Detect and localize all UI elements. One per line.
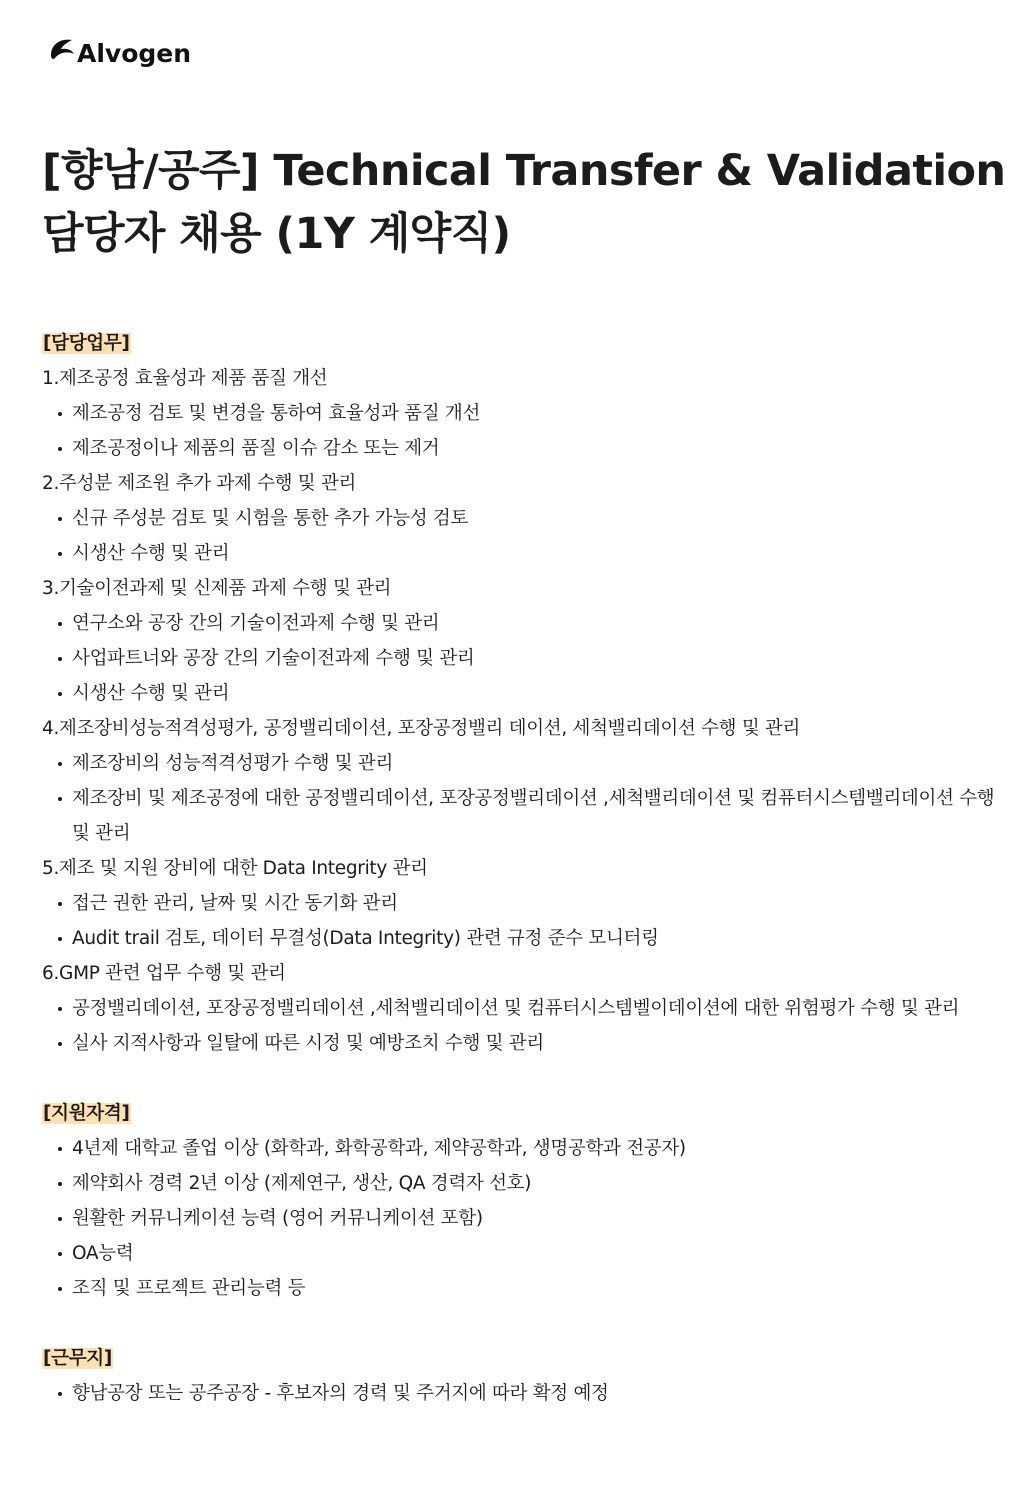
list-item: 접근 권한 관리, 날짜 및 시간 동기화 관리 <box>42 886 992 921</box>
list-item: OA능력 <box>42 1236 992 1271</box>
list-item: 연구소와 공장 간의 기술이전과제 수행 및 관리 <box>42 606 992 641</box>
list-item: 향남공장 또는 공주공장 - 후보자의 경력 및 주거지에 따라 확정 예정 <box>42 1376 992 1411</box>
qualifications-list <box>42 1131 992 1306</box>
list-item: 제조공정 검토 및 변경을 통하여 효율성과 품질 개선 <box>42 396 992 431</box>
job-description <box>42 326 995 1411</box>
section-heading-qualifications: [지원자격] <box>43 1103 130 1124</box>
alvogen-logo[interactable] <box>48 26 191 66</box>
numbered-item: 2.주성분 제조원 추가 과제 수행 및 관리 <box>42 473 357 494</box>
page-title: [향남/공주] Technical Transfer & Validation 담당자 채용 (1Y 계약직) <box>42 146 1006 259</box>
numbered-item: 3.기술이전과제 및 신제품 과제 수행 및 관리 <box>42 578 392 599</box>
list-item: Audit trail 검토, 데이터 무결성(Data Integrity) 관련 규정 준수 모니터링 <box>42 921 992 956</box>
list-item: 시생산 수행 및 관리 <box>42 536 992 571</box>
numbered-item: 5.제조 및 지원 장비에 대한 Data Integrity 관리 <box>42 858 428 879</box>
numbered-item: 1.제조공정 효율성과 제품 품질 개선 <box>42 368 328 389</box>
location-list <box>42 1376 992 1411</box>
list-item: 사업파트너와 공장 간의 기술이전과제 수행 및 관리 <box>42 641 992 676</box>
numbered-item: 6.GMP 관련 업무 수행 및 관리 <box>42 963 286 984</box>
list-item: 4년제 대학교 졸업 이상 (화학과, 화학공학과, 제약공학과, 생명공학과 전공자) <box>42 1131 992 1166</box>
logo-text: Alvogen <box>77 39 192 68</box>
section-heading-location: [근무지] <box>43 1348 113 1369</box>
list-item: 실사 지적사항과 일탈에 따른 시정 및 예방조치 수행 및 관리 <box>42 1026 992 1061</box>
spacer <box>42 1306 992 1341</box>
numbered-item: 4.제조장비성능적격성평가, 공정밸리데이션, 포장공정밸리 데이션, 세척밸리데이션 수행 및 관리 <box>42 718 801 739</box>
list-item: 공정밸리데이션, 포장공정밸리데이션 ,세척밸리데이션 및 컴퓨터시스템벨이데이션에 대한 위험평가 수행 및 관리 <box>42 991 992 1026</box>
spacer <box>42 1061 992 1096</box>
list-item: 제약회사 경력 2년 이상 (제제연구, 생산, QA 경력자 선호) <box>42 1166 992 1201</box>
list-item: 제조장비 및 제조공정에 대한 공정밸리데이션, 포장공정밸리데이션 ,세척밸리데이션 및 컴퓨터시스템밸리데이션 수행 <box>42 781 992 816</box>
duties-list <box>42 361 995 1061</box>
list-item: 원활한 커뮤니케이션 능력 (영어 커뮤니케이션 포함) <box>42 1201 992 1236</box>
list-item: 시생산 수행 및 관리 <box>42 676 992 711</box>
alvogen-swoosh-icon <box>48 35 76 63</box>
list-item: 및 관리 <box>72 823 131 844</box>
section-heading-duties: [담당업무] <box>43 333 130 354</box>
list-item: 제조장비의 성능적격성평가 수행 및 관리 <box>42 746 992 781</box>
list-item: 신규 주성분 검토 및 시험을 통한 추가 가능성 검토 <box>42 501 992 536</box>
list-item: 제조공정이나 제품의 품질 이슈 감소 또는 제거 <box>42 431 992 466</box>
list-item: 조직 및 프로젝트 관리능력 등 <box>42 1271 992 1306</box>
